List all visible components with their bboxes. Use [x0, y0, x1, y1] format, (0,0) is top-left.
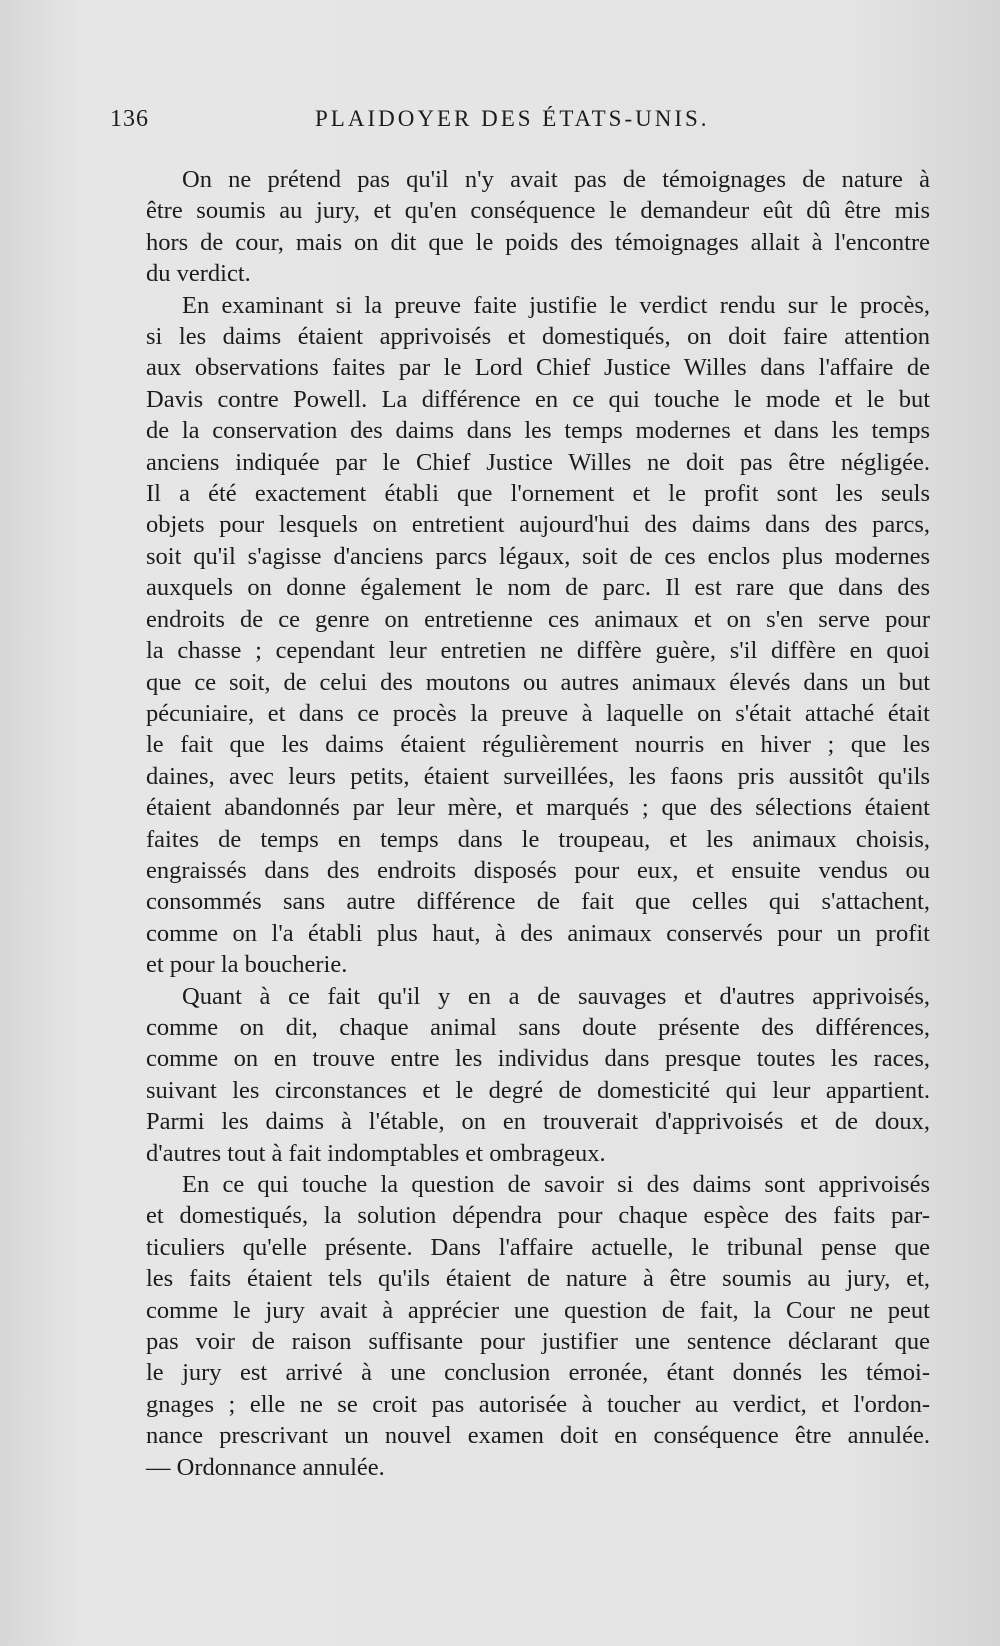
text-line: comme on dit, chaque animal sans doute présente des différences,	[146, 1013, 930, 1041]
text-line: du verdict.	[146, 260, 251, 288]
text-line: et pour la boucherie.	[146, 951, 348, 979]
text-line: Quant à ce fait qu'il y en a de sauvages et d'autres apprivoisés,	[182, 982, 930, 1010]
text-line: En ce qui touche la question de savoir si des daims sont apprivoisés	[182, 1171, 930, 1198]
text-line: suivant les circonstances et le degré de domesticité qui leur appartient.	[146, 1076, 930, 1104]
page-number: 136	[110, 106, 149, 132]
text-line: comme le jury avait à apprécier une question de fait, la Cour ne peut	[146, 1296, 930, 1324]
text-line: daines, avec leurs petits, étaient surveillées, les faons pris aussitôt qu'ils	[146, 762, 930, 790]
text-line: pas voir de raison suffisante pour justifier une sentence déclarant que	[146, 1328, 930, 1356]
text-line: les faits étaient tels qu'ils étaient de nature à être soumis au jury, et,	[146, 1265, 930, 1293]
text-line: Parmi les daims à l'étable, on en trouverait d'apprivoisés et de doux,	[146, 1108, 930, 1136]
text-line: si les daims étaient apprivoisés et domestiqués, on doit faire attention	[146, 323, 930, 351]
text-line: comme on en trouve entre les individus dans presque toutes les races,	[146, 1045, 930, 1073]
book-page	[110, 106, 930, 1483]
running-header	[110, 106, 930, 140]
text-line: d'autres tout à fait indomptables et ombrageux.	[146, 1139, 606, 1167]
paragraph-3	[110, 981, 930, 1169]
text-line: gnages ; elle ne se croit pas autorisée à toucher au verdict, et l'ordon-	[146, 1390, 930, 1418]
text-line: de la conservation des daims dans les temps modernes et dans les temps	[146, 417, 930, 445]
text-line: le jury est arrivé à une conclusion erronée, étant donnés les témoi-	[146, 1359, 930, 1387]
text-line: Il a été exactement établi que l'ornement et le profit sont les seuls	[146, 480, 930, 508]
text-line: comme on l'a établi plus haut, à des animaux conservés pour un profit	[146, 919, 930, 947]
text-line: aux observations faites par le Lord Chief Justice Willes dans l'affaire de	[146, 354, 930, 382]
text-line: soit qu'il s'agisse d'anciens parcs légaux, soit de ces enclos plus modernes	[146, 542, 930, 570]
paragraph-1	[110, 164, 930, 290]
text-line: engraissés dans des endroits disposés pour eux, et ensuite vendus ou	[146, 856, 930, 884]
text-line: Davis contre Powell. La différence en ce qui touche le mode et le but	[146, 385, 930, 413]
text-line: objets pour lesquels on entretient aujourd'hui des daims dans des parcs,	[146, 511, 930, 539]
text-line: — Ordonnance annulée.	[146, 1453, 385, 1481]
text-line: faites de temps en temps dans le troupeau, et les animaux choisis,	[146, 825, 930, 853]
text-line: nance prescrivant un nouvel examen doit en conséquence être annulée.	[146, 1422, 930, 1450]
text-line: la chasse ; cependant leur entretien ne diffère guère, s'il diffère en quoi	[146, 637, 930, 665]
text-line: être soumis au jury, et qu'en conséquence le demandeur eût dû être mis	[146, 197, 930, 225]
text-line: et domestiqués, la solution dépendra pour chaque espèce des faits par-	[146, 1202, 930, 1230]
paragraph-2	[110, 290, 930, 981]
running-title: PLAIDOYER DES ÉTATS-UNIS.	[315, 106, 710, 131]
text-line: ticuliers qu'elle présente. Dans l'affaire actuelle, le tribunal pense que	[146, 1233, 930, 1261]
text-line: anciens indiquée par le Chief Justice Willes ne doit pas être négligée.	[146, 448, 930, 476]
text-line: endroits de ce genre on entretienne ces animaux et on s'en serve pour	[146, 605, 930, 633]
paragraph-4	[110, 1169, 930, 1483]
text-line: étaient abandonnés par leur mère, et marqués ; que des sélections étaient	[146, 794, 930, 822]
text-line: hors de cour, mais on dit que le poids des témoignages allait à l'encontre	[146, 228, 930, 256]
text-line: pécuniaire, et dans ce procès la preuve à laquelle on s'était attaché était	[146, 699, 930, 727]
text-line: le fait que les daims étaient régulièrement nourris en hiver ; que les	[146, 731, 930, 759]
text-line: que ce soit, de celui des moutons ou autres animaux élevés dans un but	[146, 668, 930, 696]
text-line: auxquels on donne également le nom de parc. Il est rare que dans des	[146, 574, 930, 602]
text-line: consommés sans autre différence de fait que celles qui s'attachent,	[146, 888, 930, 916]
text-line: On ne prétend pas qu'il n'y avait pas de témoignages de nature à	[182, 166, 930, 193]
text-line: En examinant si la preuve faite justifie le verdict rendu sur le procès,	[182, 291, 930, 319]
